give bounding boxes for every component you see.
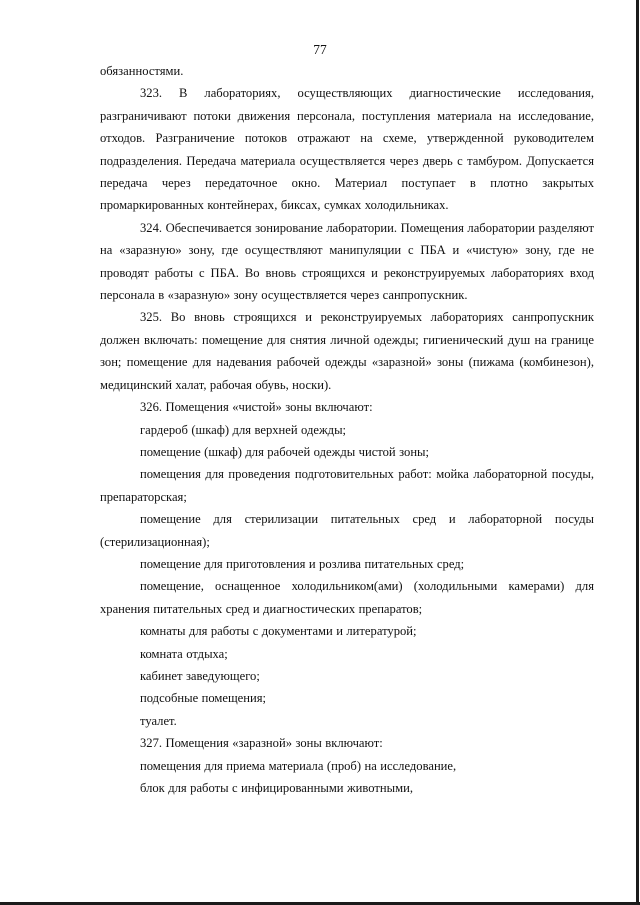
list-item: комнаты для работы с документами и литературой;: [140, 624, 417, 639]
page-number: 77: [313, 42, 327, 57]
list-item: туалет.: [140, 713, 177, 728]
paragraph-325: 325. Во вновь строящихся и реконструируемых лабораториях санпропускник должен включать: помещение для снятия личной одежды; гигиенический душ на границе зон; помещение для надевания рабочей одежды «заразной» зоны (пижама (комбинезон), медицинский халат, рабочая обувь, носки).: [100, 310, 594, 392]
list-item: кабинет заведующего;: [140, 668, 260, 683]
document-body: [100, 60, 594, 799]
list-item: комната отдыха;: [140, 646, 228, 661]
list-item: блок для работы с инфицированными животными,: [140, 781, 413, 795]
list-item: помещение, оснащенное холодильником(ами) (холодильными камерами) для хранения питательных сред и диагностических препаратов;: [100, 579, 594, 616]
list-item: подсобные помещения;: [140, 691, 267, 706]
list-item: помещение для приготовления и розлива питательных сред;: [140, 556, 465, 571]
list-item: помещения для приема материала (проб) на исследование,: [140, 758, 457, 773]
list-item: помещение (шкаф) для рабочей одежды чистой зоны;: [140, 444, 430, 459]
paragraph-327: 327. Помещения «заразной» зоны включают:: [140, 736, 383, 751]
paragraph: обязанностями.: [100, 64, 184, 78]
list-item: помещения для проведения подготовительных работ: мойка лабораторной посуды, препараторская;: [100, 467, 594, 504]
paragraph-323: 323. В лабораториях, осуществляющих диагностические исследования, разграничивают потоки движения персонала, поступления материала на исследование, отходов. Разграничение потоков отражают на схеме, утвержденной руководителем подразделения. Передача материала осуществляется через дверь с тамбуром. Допускается передача через передаточное окно. Материал поступает в плотно закрытых промаркированных контейнерах, биксах, сумках холодильниках.: [100, 86, 594, 213]
list-item: гардероб (шкаф) для верхней одежды;: [140, 422, 347, 437]
paragraph-324: 324. Обеспечивается зонирование лаборатории. Помещения лаборатории разделяют на «заразную» зону, где осуществляют манипуляции с ПБА и «чистую» зону, где не проводят работы с ПБА. Во вновь строящихся и реконструируемых лабораториях вход персонала в «заразную» зону осуществляется через санпропускник.: [100, 220, 594, 303]
paragraph-326: 326. Помещения «чистой» зоны включают:: [140, 400, 373, 415]
list-item: помещение для стерилизации питательных сред и лабораторной посуды (стерилизационная);: [100, 512, 594, 549]
page-edge-right: [636, 0, 639, 905]
